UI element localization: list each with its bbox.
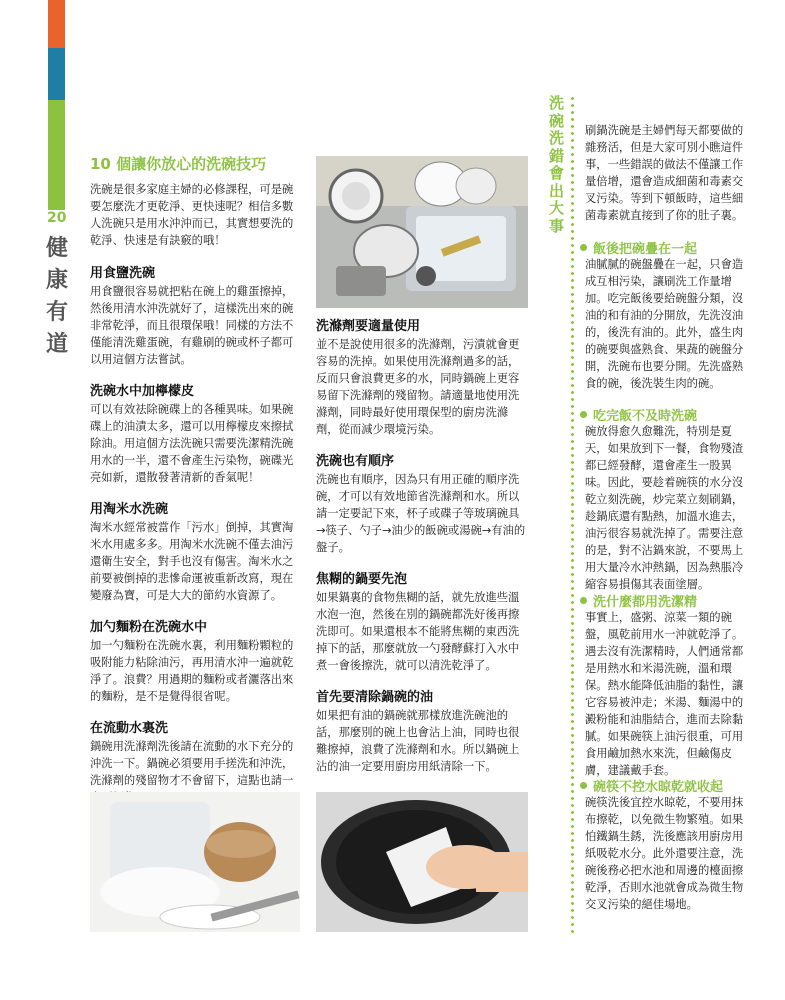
- page-number: 20: [47, 210, 67, 226]
- tip-heading: 焦糊的鍋要先泡: [316, 572, 408, 587]
- sidebar-item-heading: 碗筷不控水晾乾就收起: [580, 776, 723, 795]
- left-column: [90, 181, 300, 806]
- tip-heading: 在流動水裏洗: [90, 721, 169, 736]
- sidebar-intro-text: 刷鍋洗碗是主婦們每天都要做的雜務活，但是大家可別小瞧這件事，一些錯誤的做法不僅讓工作量倍增，還會造成細菌和毒素交叉污染。等到下頓飯時，這些細菌毒素就直接到了你的肚子裏。: [585, 124, 744, 222]
- wiping-pan-photo: [316, 792, 528, 932]
- tip-heading: 首先要清除鍋碗的油: [316, 690, 434, 705]
- baking-soda-jar-photo: [90, 792, 300, 932]
- tip-body: 並不是說使用很多的洗滌劑，污漬就會更容易的洗掉。如果使用洗滌劑過多的話，反而只會浪費更多的水，同時鍋碗上更容易留下洗滌劑的殘留物。請適量地使用洗滌劑，同時最好使用環保型的廚房洗滌劑，從而減少環境污染。: [316, 338, 520, 436]
- sidebar-item-body: [585, 609, 745, 779]
- intro-paragraph: 洗碗是很多家庭主婦的必修課程，可是碗要怎麼洗才更乾淨、更快速呢？相信多數人洗碗只是用水沖沖而已，其實想要洗的乾淨、快速是有訣竅的哦！: [90, 183, 294, 247]
- tip-body: 可以有效祛除碗碟上的各種異味。如果碗碟上的油漬太多，還可以用檸檬皮來擦拭除油。用這個方法洗碗只需要洗潔精洗碗用水的一半，還不會產生污染物，碗碟光亮如新，還散發著清新的香氣呢！: [90, 403, 294, 484]
- tip-body: 洗碗也有順序，因為只有用正確的順序洗碗，才可以有效地節省洗滌劑和水。所以請一定要記下來，杯子或碟子等玻璃碗具→筷子、勺子→油少的飯碗或湯碗→有油的盤子。: [316, 473, 526, 554]
- sidebar-item-text: 事實上，盛粥、涼菜一類的碗盤，風乾前用水一沖就乾淨了。遇去沒有洗潔精時，人們通常都是用熱水和米湯洗碗，溫和環保。熱水能降低油脂的黏性，讓它容易被沖走；米湯、麵湯中的澱粉能和油脂結合，進而去除黏膩。如果碗筷上油污很重，可用食用鹼加熱水來洗，但鹼傷皮膚，建議戴手套。: [585, 611, 744, 777]
- dotted-divider: [571, 95, 574, 935]
- sidebar-item-text: 碗筷洗後宜控水晾乾，不要用抹布擦乾，以免微生物繁殖。如果怕鐵鍋生銹，洗後應該用廚房用紙吸乾水分。此外還要注意，洗碗後務必把水池和周邊的檯面擦乾淨，否則水池就會成為微生物交叉污染的絕佳場地。: [585, 796, 744, 911]
- sidebar-item-body: [585, 256, 745, 392]
- sidebar-title: 洗碗洗錯會出大事: [548, 94, 564, 235]
- tip-body: 鍋碗用洗滌劑洗後請在流動的水下充分的沖洗一下。鍋碗必須要用手搓洗和沖洗，洗滌劑的殘留物才不會留下，這點也請一: [90, 740, 294, 787]
- tip-heading: 用淘米水洗碗: [90, 502, 169, 517]
- decor-bar-blue: [48, 48, 65, 100]
- tip-heading: 洗碗水中加檸檬皮: [90, 384, 195, 399]
- bullet-icon: [580, 597, 587, 604]
- sidebar-item-body: [585, 794, 745, 913]
- bullet-icon: [580, 782, 587, 789]
- bullet-icon: [580, 244, 587, 251]
- tip-body: 加一勺麵粉在洗碗水裏，利用麵粉顆粒的吸附能力粘除油污，再用清水沖一遍就乾淨了。浪費？用過期的麵粉或者灑落出來的麵粉，是不是覺得很省呢。: [90, 639, 294, 703]
- article-title: 10 個讓你放心的洗碗技巧: [90, 155, 267, 173]
- bullet-icon: [580, 411, 587, 418]
- tip-body: 淘米水經常被當作「污水」倒掉，其實淘米水用處多多。用淘米水洗碗不僅去油污還衛生安全，對手也沒有傷害。淘米水之前要被倒掉的悲慘命運被重新改寫，現在變廢為寶，可是大大的節約水資源了。: [90, 521, 294, 602]
- decor-bar-orange: [48, 0, 65, 48]
- sidebar-item-heading: 洗什麼都用洗潔精: [580, 591, 697, 610]
- sidebar-item-heading: 吃完飯不及時洗碗: [580, 405, 697, 424]
- tip-body: 如果鍋裏的食物焦糊的話，就先放進些溫水泡一泡，然後在別的鍋碗都洗好後再擦洗即可。如果還根本不能將焦糊的東西洗掉下的話，那麼就放一勺發酵蘇打入水中煮一會後擦洗，就可以清洗乾淨了。: [316, 591, 520, 672]
- sidebar-item-heading: 飯後把碗疊在一起: [580, 238, 697, 257]
- sidebar-intro: [585, 122, 745, 224]
- tip-heading: 用食鹽洗碗: [90, 266, 156, 281]
- decor-bar-green: [48, 100, 65, 210]
- tip-heading: 加勺麵粉在洗碗水中: [90, 620, 208, 635]
- tip-heading: 洗碗也有順序: [316, 454, 395, 469]
- sidebar-item-body: [585, 423, 745, 593]
- dishes-in-sink-photo: [316, 156, 528, 308]
- tip-heading: 洗滌劑要適量使用: [316, 319, 421, 334]
- middle-column: [316, 318, 526, 775]
- section-name: 健康有道: [46, 235, 69, 357]
- sidebar-item-text: 碗放得愈久愈難洗，特別是夏天，如果放到下一餐，食物殘渣都已經發酵，還會產生一股異味。因此，要趁着碗筷的水分沒乾立刻洗碗，炒完菜立刻刷鍋，趁鍋底還有點熱，加溫水進去，油污很容易就洗掉了。需要注意的是，對不沾鍋來說，不要馬上用大量冷水沖熱鍋，因為熱脹冷縮容易損傷其表面塗層。: [585, 425, 744, 591]
- tip-body: 用食鹽很容易就把粘在碗上的雞蛋擦掉，然後用清水沖洗就好了，這樣洗出來的碗非常乾淨，而且很環保哦！同樣的方法不僅能清洗雞蛋碗，有雞刷的碗或杯子都可以用這個方法嘗試。: [90, 285, 294, 366]
- tip-body: 如果把有油的鍋碗就那樣放進洗碗池的話，那麼別的碗上也會沾上油，同時也很難擦掉，浪費了洗滌劑和水。所以鍋碗上沾的油一定要用廚房用紙清除一下。: [316, 709, 520, 773]
- sidebar-item-text: 油膩膩的碗盤疊在一起，只會造成互相污染，讓刷洗工作量增加。吃完飯後要給碗盤分類，沒油的和有油的分開放，先洗沒油的，後洗有油的。此外，盛生肉的碗要與盛熟食、果蔬的碗盤分開，洗碗布也要分開。先洗盛熟食的碗，後洗裝生肉的碗。: [585, 258, 744, 390]
